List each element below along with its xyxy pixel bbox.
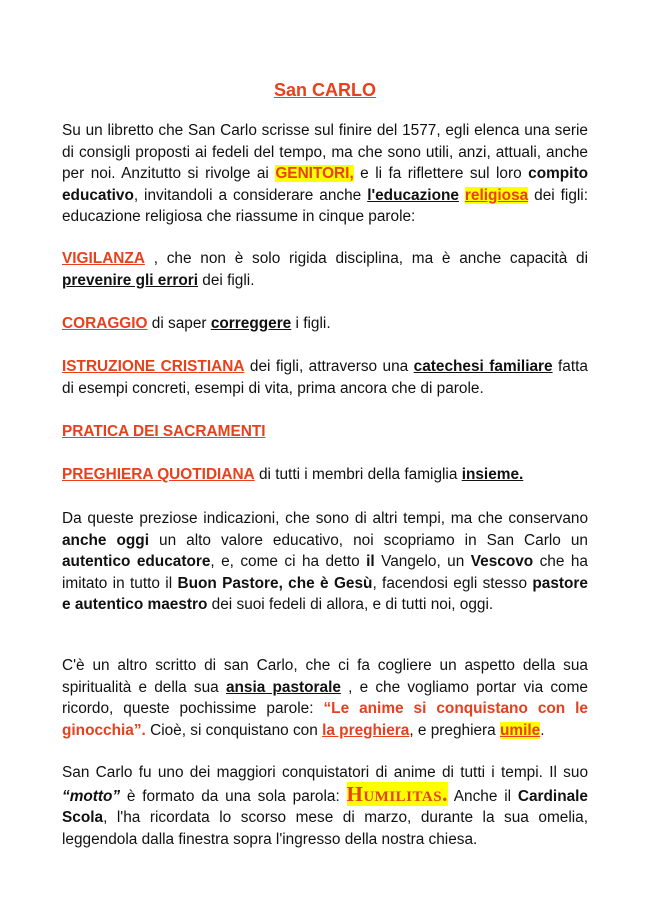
cardinale-scola: Cardinale Scola [62,787,588,827]
vigilanza-heading: VIGILANZA [62,250,145,267]
istruzione-paragraph [62,356,588,399]
text: di saper [147,315,211,332]
text: , l'ha ricordata lo scorso mese di marzo, durante la sua omelia, leggendola dalla finestra sopra l'ingresso della nostra chiesa. [62,809,588,848]
humilitas-highlight: Humilitas. [346,781,448,806]
educazione-term: l'educazione [367,186,459,204]
text: , che non è solo rigida disciplina, ma è anche capacità di [144,250,588,267]
text: è formato da una sola parola: [120,787,347,805]
insieme-term: insieme. [461,466,524,483]
ansia-pastorale: ansia pastorale [225,678,341,696]
pratica-heading: PRATICA DEI SACRAMENTI [62,423,266,440]
text: , e preghiera [409,721,501,739]
humilitas-paragraph [62,762,588,850]
compito-educativo: compito educativo [62,165,588,204]
text: Vangelo, un [374,553,471,571]
text: , facendosi egli stesso [372,574,533,592]
educatore-paragraph [62,508,588,616]
buon-pastore: Buon Pastore, che è Gesù [177,574,373,592]
text: Da queste preziose indicazioni, che sono di altri tempi, ma che conservano [62,510,588,527]
text: , e che vogliamo portar via come ricordo, queste pochissime parole: [62,678,588,718]
ginocchia-quote: “Le anime si conquistano con le ginocchia”. [62,700,588,739]
intro-paragraph [62,120,588,228]
prevenire-term: prevenire gli errori [62,271,199,289]
text: dei figli, attraverso una [244,358,414,375]
pratica-paragraph [62,421,588,443]
istruzione-heading: ISTRUZIONE CRISTIANA [62,358,245,375]
text: dei suoi fedeli di allora, e di tutti noi, oggi. [207,596,494,614]
text: Su un libretto che San Carlo scrisse sul finire del 1577, egli elenca una serie di consigli proposti ai fedeli del tempo, ma che sono utili, anzi, attuali, anche per noi. Anzitutto si rivolge ai [62,122,588,183]
autentico-educatore: autentico educatore [62,553,211,571]
il-word: il [366,553,375,571]
text: un alto valore educativo, noi scopriamo in San Carlo un [148,531,588,549]
preghiera-paragraph [62,464,588,486]
preghiera-heading: PREGHIERA QUOTIDIANA [62,466,255,483]
coraggio-paragraph [62,313,588,335]
anche-oggi: anche oggi [62,531,149,549]
genitori-highlight: GENITORI, [275,165,354,183]
la-preghiera: la preghiera [322,721,410,739]
pastore-maestro: pastore e autentico maestro [62,574,588,614]
text: . [540,721,545,739]
coraggio-heading: CORAGGIO [62,315,148,332]
umile-highlight: umile [500,721,541,739]
motto-word: “motto” [62,787,121,805]
text: di tutti i membri della famiglia [254,466,462,483]
text: Anche il [447,787,518,805]
religiosa-highlight: religiosa [464,186,529,204]
text: fatta di esempi concreti, esempi di vita, prima ancora che di parole. [62,358,588,397]
vescovo-word: Vescovo [470,553,534,571]
page-title: San CARLO [273,80,376,100]
text: San Carlo fu uno dei maggiori conquistatori di anime di tutti i tempi. Il suo [62,764,588,781]
text: e li fa riflettere sul loro [353,165,529,183]
text: , invitandoli a considerare anche [133,186,368,204]
catechesi-term: catechesi familiare [413,358,553,375]
vigilanza-paragraph [62,248,588,291]
correggere-term: correggere [210,315,292,332]
text: , e, come ci ha detto [210,553,367,571]
text: i figli. [291,315,331,332]
text: dei figli. [198,271,255,289]
ginocchia-paragraph [62,655,588,741]
text: che ha imitato in tutto il [62,553,588,592]
text: C'è un altro scritto di san Carlo, che ci fa cogliere un aspetto della sua spiritualità e della sua [62,657,588,696]
text: dei figli: educazione religiosa che riassume in cinque parole: [62,186,589,226]
text [459,187,465,204]
text: Cioè, si conquistano con [145,721,323,739]
